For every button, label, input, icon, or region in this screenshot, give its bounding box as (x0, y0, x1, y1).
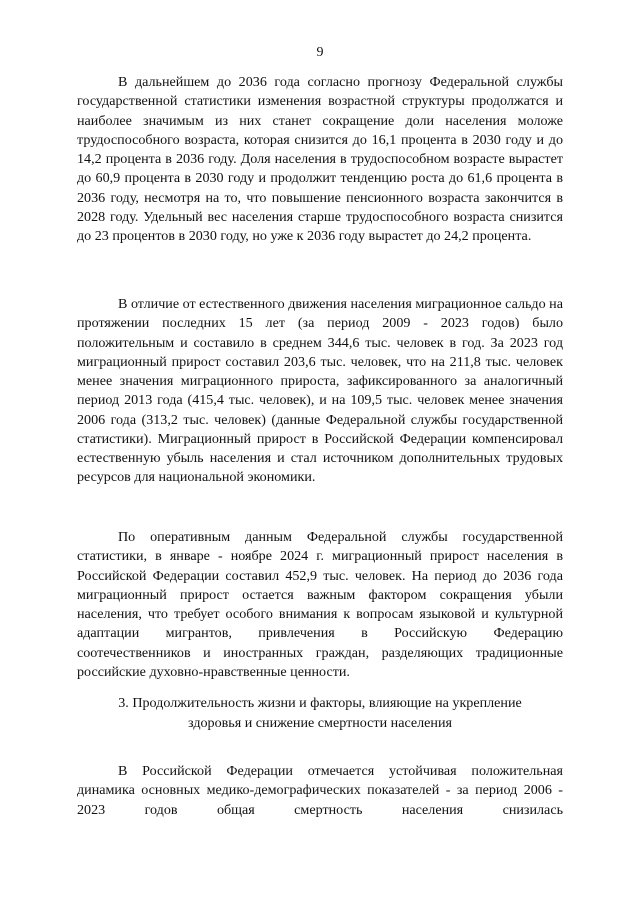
paragraph-text: В дальнейшем до 2036 года согласно прогнозу Федеральной службы государственной статистики изменения возрастной структуры продолжатся и наиболее значимым из них станет сокращение доли населения моложе трудоспособного возраста, которая снизится до 16,1 процента в 2030 году и до 14,2 процента в 2036 году. Доля населения в трудоспособном возрасте вырастет до 60,9 процента в 2030 году и продолжит тенденцию роста до 61,6 процента в 2036 году, несмотря на то, что повышение пенсионного возраста закончится в 2028 году. Удельный вес населения старше трудоспособного возраста снизится до 23 процентов в 2030 году, но уже к 2036 году вырастет до 24,2 процента. (77, 74, 563, 244)
paragraph-migration-balance (77, 295, 563, 488)
paragraph-operational-data (77, 528, 563, 682)
section-heading-line-1: 3. Продолжительность жизни и факторы, влияющие на укрепление (118, 695, 522, 711)
section-heading-line-2: здоровья и снижение смертности населения (188, 714, 452, 731)
paragraph-text: В отличие от естественного движения населения миграционное сальдо на протяжении последних 15 лет (за период 2009 - 2023 годов) было положительным и составило в среднем 344,6 тыс. человек в год. За 2023 год миграционный прирост составил 203,6 тыс. человек, что на 211,8 тыс. человек менее значения миграционного прироста, зафиксированного за аналогичный период 2013 года (415,4 тыс. человек), и на 109,5 тыс. человек менее значения 2006 года (313,2 тыс. человек) (данные Федеральной службы государственной статистики). Миграционный прирост в Российской Федерации компенсировал естественную убыль населения и стал источником дополнительных трудовых ресурсов для национальной экономики. (77, 296, 563, 486)
paragraph-text: По оперативным данным Федеральной службы государственной статистики, в январе - ноябре 2024 г. миграционный прирост населения в Российской Федерации составил 452,9 тыс. человек. На период до 2036 года миграционный прирост остается важным фактором сокращения убыли населения, что требует особого внимания к вопросам языковой и культурной адаптации мигрантов, привлечения в Российскую Федерацию соотечественников и иностранных граждан, разделяющих традиционные российские духовно-нравственные ценности. (77, 529, 563, 680)
paragraph-age-structure-forecast (77, 73, 563, 246)
paragraph-text: В Российской Федерации отмечается устойчивая положительная динамика основных медико-демографических показателей - за период 2006 - 2023 годов общая смертность населения снизилась (77, 763, 563, 818)
page-number: 9 (316, 45, 324, 60)
section-heading (77, 694, 563, 733)
paragraph-mortality-dynamics (77, 762, 563, 820)
